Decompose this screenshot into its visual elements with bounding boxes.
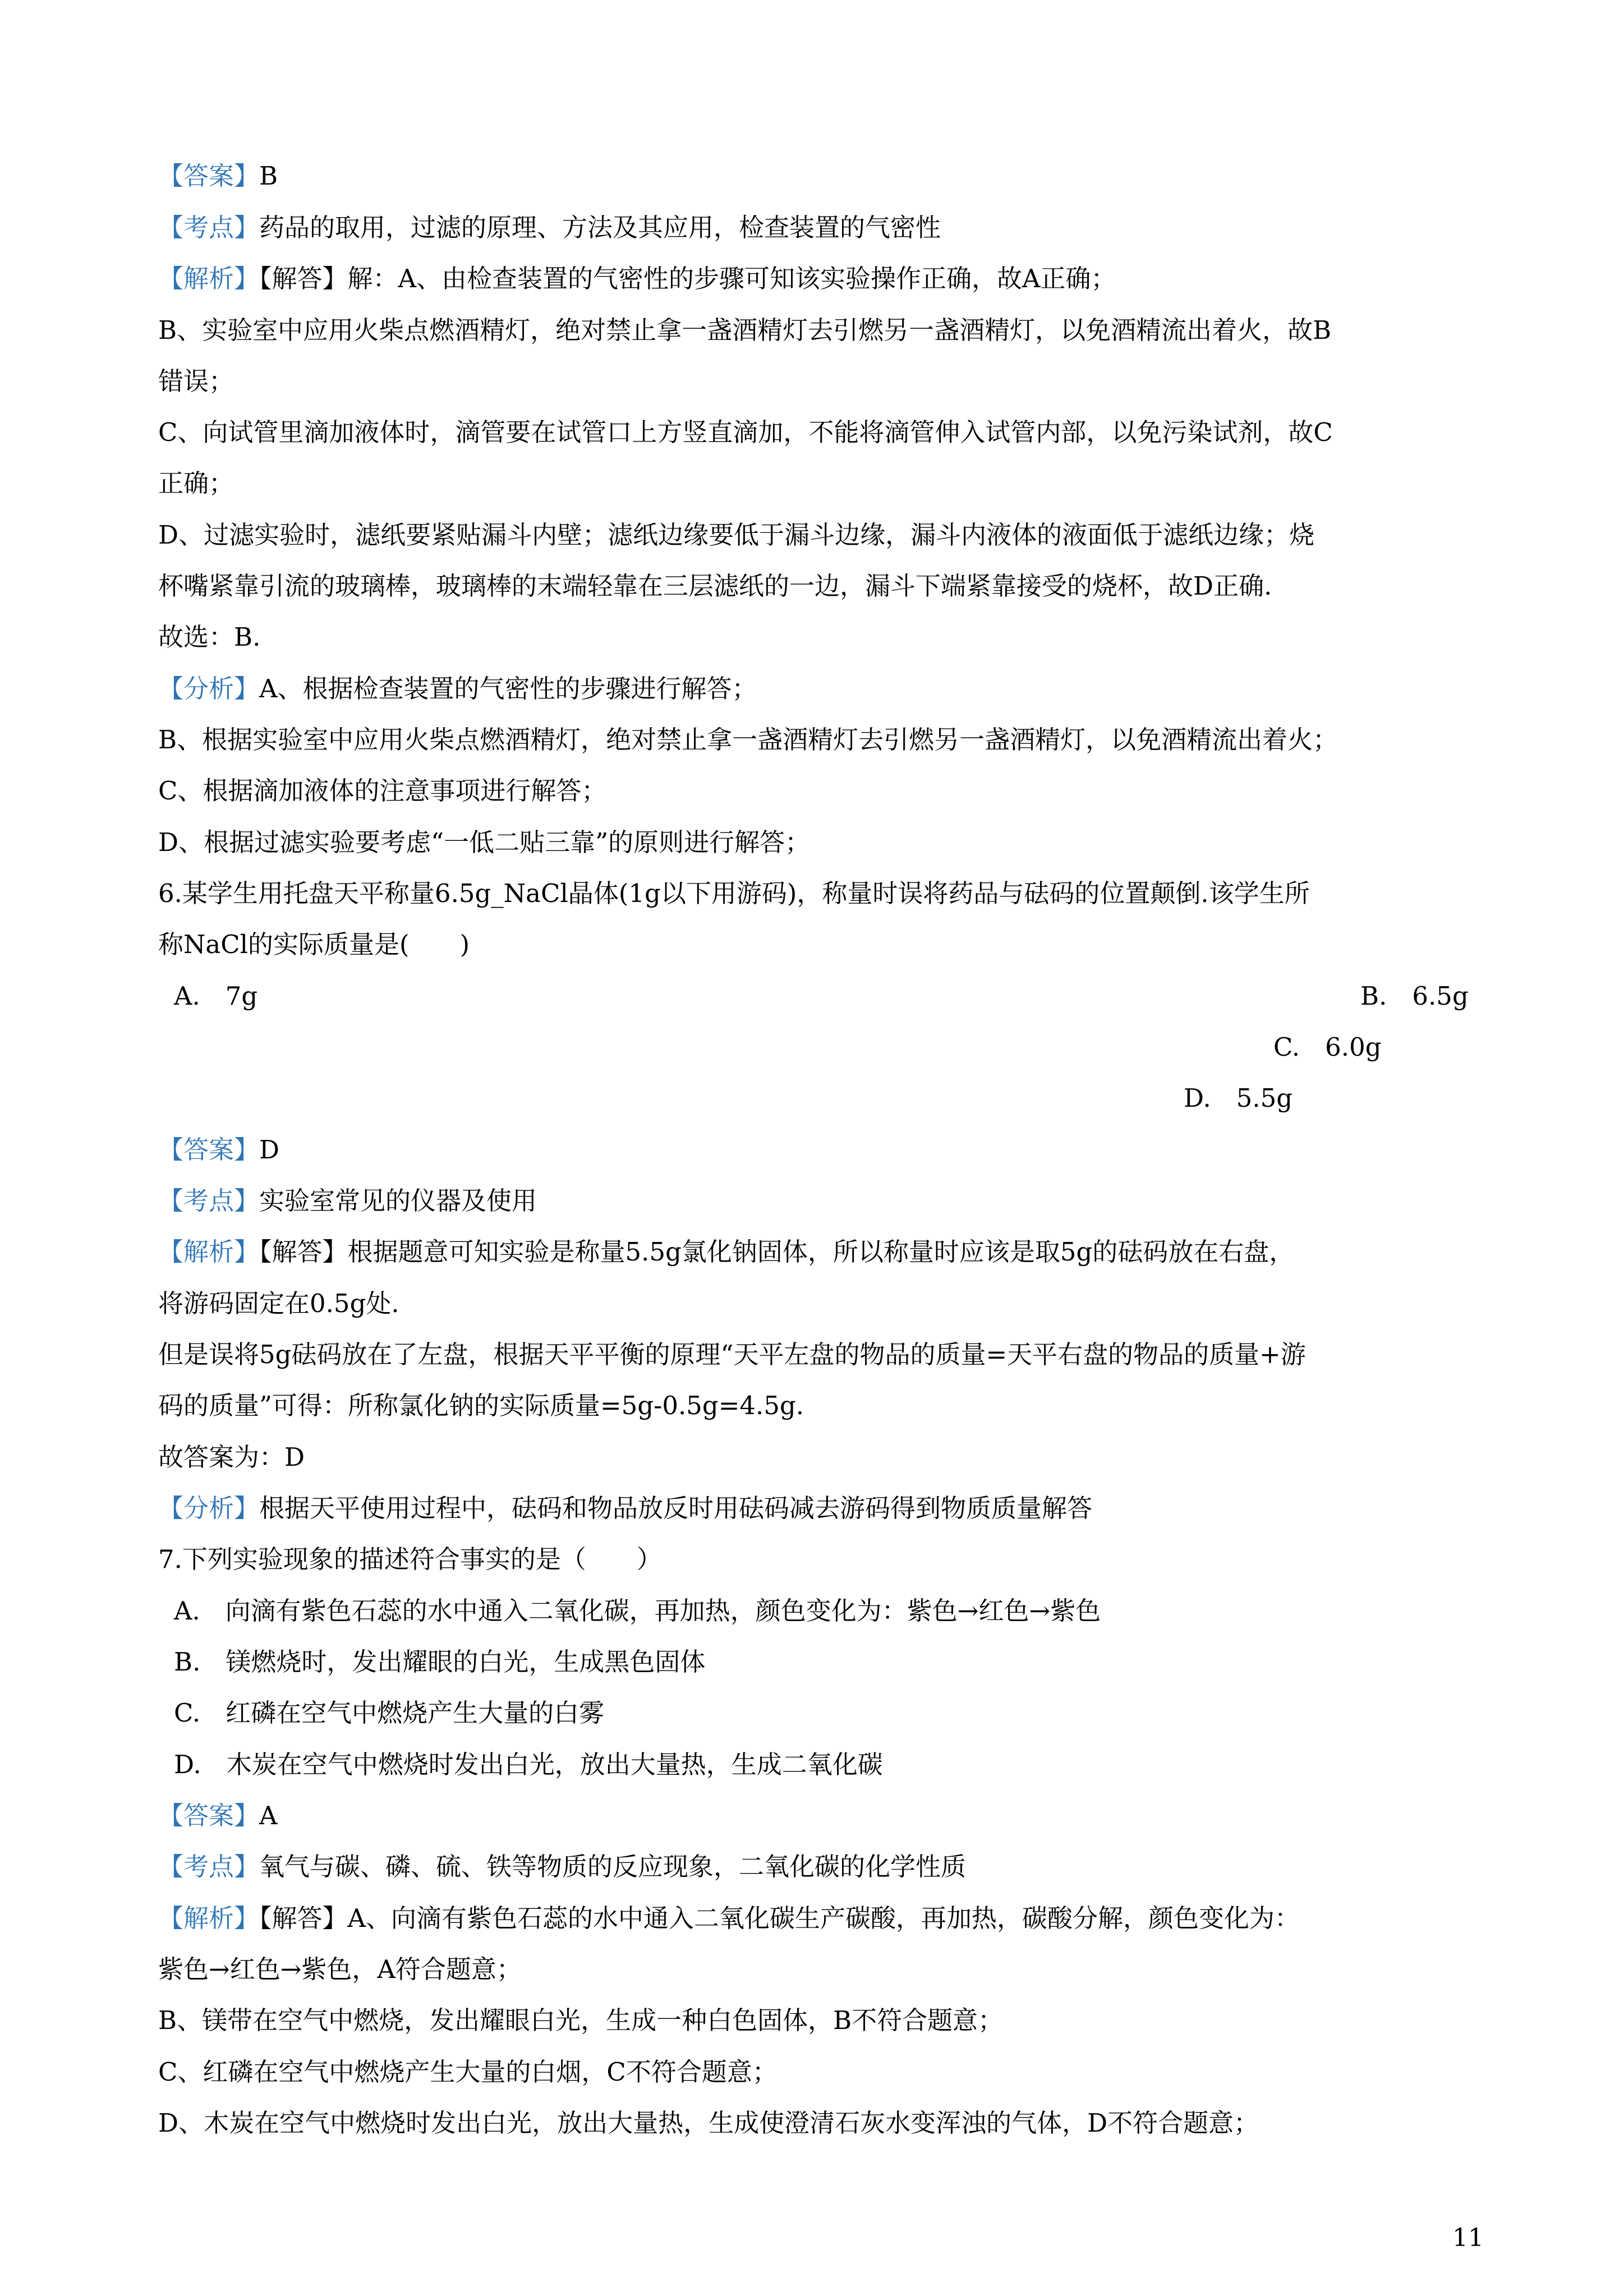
q6-option-d: D. 5.5g (1184, 1083, 1293, 1113)
q6-fenxi: 【分析】根据天平使用过程中，砝码和物品放反时用砝码减去游码得到物质质量解答 (158, 1493, 1093, 1523)
q7-point: 【考点】氧气与碳、磷、硫、铁等物质的反应现象，二氧化碳的化学性质 (158, 1852, 967, 1881)
q6-analysis-line: 码的质量”可得：所称氯化钠的实际质量=5g-0.5g=4.5g. (158, 1391, 804, 1420)
q7-analysis-line: 紫色→红色→紫色，A符合题意； (158, 1954, 522, 1984)
answer-tag: 【答案】 (158, 161, 260, 191)
fenxi-tag: 【分析】 (158, 674, 260, 703)
answer-tag: 【答案】 (158, 1135, 260, 1165)
q5-analysis-line: 正确； (158, 468, 234, 498)
q5-point: 【考点】药品的取用，过滤的原理、方法及其应用，检查装置的气密性 (158, 213, 941, 242)
q7-analysis-line: D、木炭在空气中燃烧时发出白光，放出大量热，生成使澄清石灰水变浑浊的气体，D不符合题意； (158, 2108, 1259, 2138)
q7-answer: 【答案】A (158, 1801, 278, 1830)
q5-answer: 【答案】B (158, 161, 278, 191)
q5-analysis-line: B、实验室中应用火柴点燃酒精灯，绝对禁止拿一盏酒精灯去引燃另一盏酒精灯，以免酒精流出着火，故B (158, 315, 1332, 345)
q5-fenxi-line: D、根据过滤实验要考虑“一低二贴三靠”的原则进行解答； (158, 827, 811, 857)
q6-answer: 【答案】D (158, 1135, 280, 1165)
q7-analysis-line: 【解析】【解答】A、向滴有紫色石蕊的水中通入二氧化碳生产碳酸，再加热，碳酸分解，颜色变化为： (158, 1903, 1300, 1933)
q6-option-a: A. 7g (174, 981, 258, 1011)
q6-stem: 称NaCl的实际质量是( ) (158, 930, 470, 959)
q5-fenxi-line: B、根据实验室中应用火柴点燃酒精灯，绝对禁止拿一盏酒精灯去引燃另一盏酒精灯，以免酒精流出着火； (158, 725, 1338, 754)
q5-analysis-line: C、向试管里滴加液体时，滴管要在试管口上方竖直滴加，不能将滴管伸入试管内部，以免污染试剂，故C (158, 417, 1333, 447)
q6-option-b: B. 6.5g (1360, 981, 1469, 1011)
q7-option-c: C. 红磷在空气中燃烧产生大量的白雾 (174, 1698, 605, 1728)
q6-analysis-line: 将游码固定在0.5g处. (158, 1289, 399, 1318)
point-tag: 【考点】 (158, 1186, 260, 1216)
point-tag: 【考点】 (158, 213, 260, 242)
q5-analysis-line: D、过滤实验时，滤纸要紧贴漏斗内壁；滤纸边缘要低于漏斗边缘，漏斗内液体的液面低于滤纸边缘；烧 (158, 520, 1315, 550)
analysis-tag: 【解析】 (158, 264, 260, 293)
q7-stem: 7.下列实验现象的描述符合事实的是（ ） (158, 1544, 662, 1574)
point-tag: 【考点】 (158, 1852, 260, 1881)
q7-option-d: D. 木炭在空气中燃烧时发出白光，放出大量热，生成二氧化碳 (174, 1750, 883, 1779)
q5-fenxi-line: C、根据滴加液体的注意事项进行解答； (158, 776, 607, 806)
q7-analysis-line: C、红磷在空气中燃烧产生大量的白烟，C不符合题意； (158, 2057, 778, 2087)
analysis-tag: 【解析】 (158, 1237, 260, 1267)
q5-analysis-line: 【解析】【解答】解：A、由检查装置的气密性的步骤可知该实验操作正确，故A正确； (158, 264, 1116, 293)
q6-analysis-line: 故答案为：D (158, 1442, 305, 1472)
page-number: 11 (1452, 2224, 1484, 2252)
q6-option-c: C. 6.0g (1273, 1032, 1382, 1062)
q7-analysis-line: B、镁带在空气中燃烧，发出耀眼白光，生成一种白色固体，B不符合题意； (158, 2005, 1004, 2035)
fenxi-tag: 【分析】 (158, 1493, 260, 1523)
q5-analysis-line: 故选：B. (158, 622, 261, 652)
q5-analysis-line: 杯嘴紧靠引流的玻璃棒，玻璃棒的末端轻靠在三层滤纸的一边，漏斗下端紧靠接受的烧杯，故D正确. (158, 571, 1272, 601)
q6-stem: 6.某学生用托盘天平称量6.5g_NaCl晶体(1g以下用游码)，称量时误将药品与砝码的位置颠倒.该学生所 (158, 878, 1310, 908)
q6-analysis-line: 但是误将5g砝码放在了左盘，根据天平平衡的原理“天平左盘的物品的质量=天平右盘的物品的质量+游 (158, 1340, 1306, 1369)
q5-analysis-line: 错误； (158, 366, 234, 396)
q6-analysis-line: 【解析】【解答】根据题意可知实验是称量5.5g氯化钠固体，所以称量时应该是取5g的砝码放在右盘， (158, 1237, 1295, 1267)
analysis-tag: 【解析】 (158, 1903, 260, 1933)
q7-option-b: B. 镁燃烧时，发出耀眼的白光，生成黑色固体 (174, 1647, 706, 1677)
q5-fenxi-line: 【分析】A、根据检查装置的气密性的步骤进行解答； (158, 674, 757, 703)
answer-tag: 【答案】 (158, 1801, 260, 1830)
q6-point: 【考点】实验室常见的仪器及使用 (158, 1186, 537, 1216)
q7-option-a: A. 向滴有紫色石蕊的水中通入二氧化碳，再加热，颜色变化为：紫色→红色→紫色 (174, 1596, 1101, 1626)
